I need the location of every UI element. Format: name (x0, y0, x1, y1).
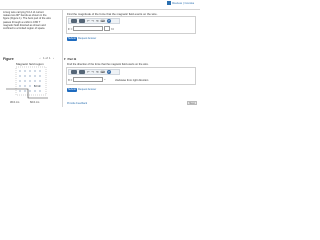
problem-statement: A long wire carrying 5.0 A of current makes two 90° bends as shown in the figure (Figure 1). The bent part of the wire passes through a uniform 0.80 T magnetic field directed as shown and confined to a limited region of space. (3, 11, 51, 31)
part-a-prefix: F = (68, 26, 73, 31)
wire-diagram (4, 62, 54, 105)
symbol-button[interactable] (79, 70, 85, 74)
part-a-toolbar (68, 18, 120, 24)
figure-title: Figure (3, 57, 14, 61)
part-b-input-row (68, 77, 105, 82)
part-b-prefix: θ = (68, 77, 73, 82)
template-button[interactable] (71, 70, 77, 74)
redo-icon[interactable]: ↷ (91, 70, 95, 74)
part-a-value-field[interactable] (73, 26, 103, 31)
part-b-header[interactable] (64, 57, 76, 61)
part-a-request-answer-link[interactable]: Request Answer (78, 37, 97, 40)
figure-page-label: 1 of 1 (43, 56, 51, 60)
figure-nav (38, 56, 56, 60)
part-b-unit: ° (104, 77, 106, 82)
part-a-input-row (68, 26, 114, 31)
template-button[interactable] (71, 19, 77, 23)
top-divider (0, 9, 200, 10)
part-b-request-answer-link[interactable]: Request Answer (78, 88, 97, 91)
part-b-value-field[interactable] (73, 77, 106, 82)
field-region-label: Magnetic field region (16, 62, 44, 66)
field-dots (19, 70, 40, 91)
part-b-answer-box (66, 67, 196, 85)
provide-feedback-link[interactable]: Provide Feedback (67, 102, 88, 105)
part-b-toolbar (68, 69, 120, 75)
prev-figure-icon[interactable]: ‹ (39, 56, 41, 60)
next-figure-icon[interactable]: › (53, 56, 55, 60)
redo-icon[interactable]: ↷ (91, 19, 95, 23)
bent-wire (6, 89, 48, 98)
part-b-direction-text: clockwise from right direction (115, 79, 149, 82)
review-icon (167, 1, 171, 5)
part-a-answer-box (66, 16, 196, 34)
review-link[interactable] (167, 1, 194, 5)
undo-icon[interactable]: ↶ (87, 70, 90, 74)
undo-icon[interactable]: ↶ (87, 19, 90, 23)
dimension-label-2: 60.0 cm (30, 101, 40, 104)
part-a-unit: N (111, 26, 114, 31)
part-b-submit-button[interactable]: Submit (68, 88, 76, 91)
review-label: Review | Consta (172, 1, 194, 5)
reset-icon[interactable]: ⟲ (96, 19, 99, 23)
keyboard-icon[interactable]: ⌨ (100, 19, 105, 23)
part-a-instruction: Find the magnitude of the force that the magnetic field exerts on the wire. (67, 12, 158, 16)
dimension-label: 30.0 cm (10, 101, 20, 104)
help-icon[interactable]: ? (108, 70, 110, 74)
part-b-instruction: Find the direction of the force that the magnetic field exerts on the wire. (67, 63, 149, 66)
symbol-button[interactable] (79, 19, 85, 23)
column-divider (62, 9, 63, 107)
current-label: 5.0 A (34, 85, 40, 88)
part-b-title: Part B (67, 57, 77, 61)
help-icon[interactable]: ? (108, 19, 110, 23)
part-a-unit-field[interactable] (104, 26, 110, 31)
figure-diagram (4, 62, 54, 105)
next-button[interactable]: Next (187, 101, 197, 105)
collapse-icon: ▾ (64, 57, 66, 61)
reset-icon[interactable]: ⟲ (96, 70, 99, 74)
keyboard-icon[interactable]: ⌨ (100, 70, 105, 74)
part-a-submit-button[interactable]: Submit (68, 37, 76, 40)
